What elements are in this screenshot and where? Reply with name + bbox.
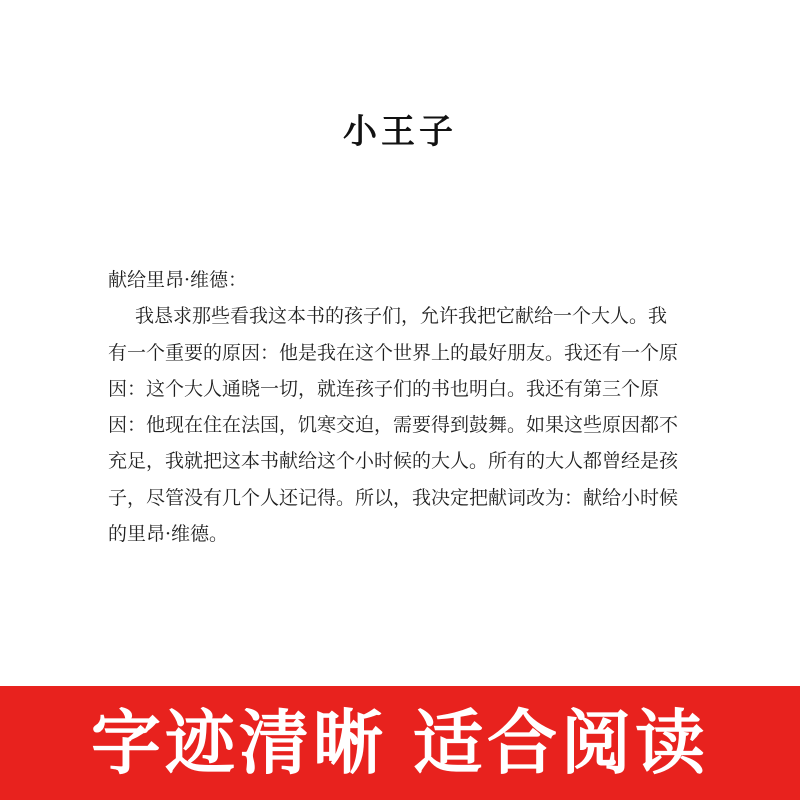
paragraph-line: 的里昂·维德。 bbox=[108, 523, 229, 546]
dedication-heading: 献给里昂·维德： bbox=[108, 269, 248, 291]
paragraph-line: 因：这个大人通晓一切，就连孩子们的书也明白。我还有第三个原 bbox=[108, 377, 660, 400]
promo-banner bbox=[0, 686, 800, 800]
book-title: 小王子 bbox=[343, 112, 457, 152]
paragraph-line: 充足，我就把这本书献给这个小时候的大人。所有的大人都曾经是孩 bbox=[108, 450, 679, 473]
banner-text-left: 字迹清晰 bbox=[91, 702, 387, 784]
paragraph-line: 我恳求那些看我这本书的孩子们，允许我把它献给一个大人。我 bbox=[135, 305, 668, 328]
dedication-text bbox=[108, 262, 708, 552]
banner-text-right: 适合阅读 bbox=[413, 702, 709, 784]
paragraph-line: 有一个重要的原因：他是我在这个世界上的最好朋友。我还有一个原 bbox=[108, 341, 679, 364]
paragraph-line: 子，尽管没有几个人还记得。所以，我决定把献词改为：献给小时候 bbox=[108, 486, 679, 509]
banner-slogan bbox=[0, 686, 800, 800]
paragraph-line: 因：他现在住在法国，饥寒交迫，需要得到鼓舞。如果这些原因都不 bbox=[108, 414, 679, 437]
